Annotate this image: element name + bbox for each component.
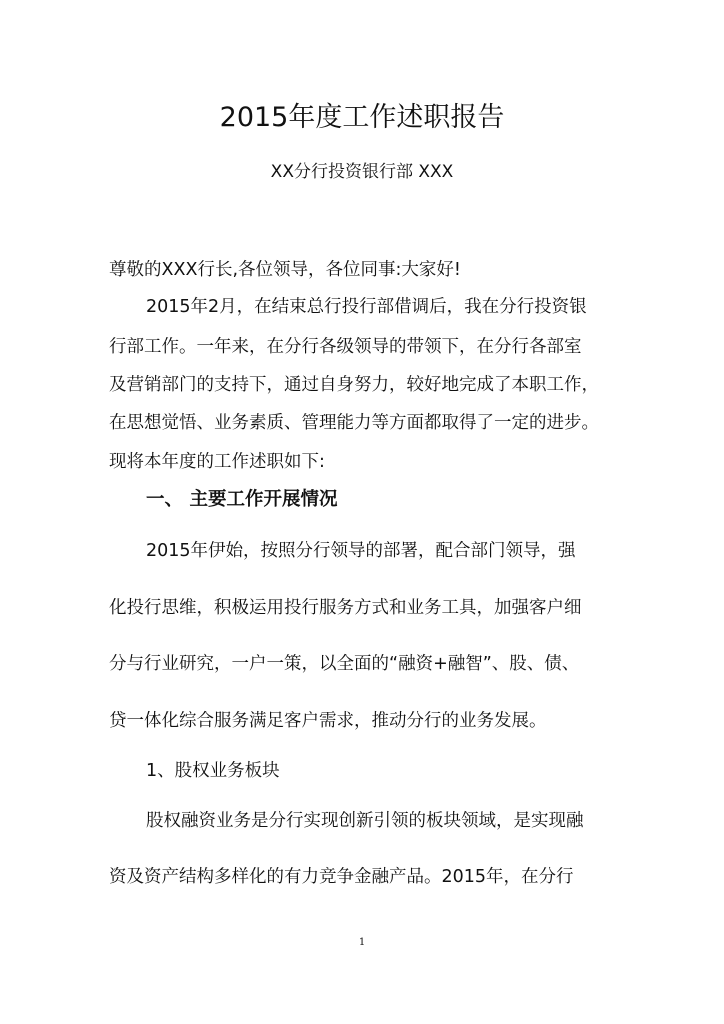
subsection-1-heading: 1、股权业务板块 xyxy=(146,761,280,781)
greeting: 尊敬的XXX行长,各位领导，各位同事:大家好! xyxy=(109,260,461,280)
subsection-1-line-1: 股权融资业务是分行实现创新引领的板块领域，是实现融 xyxy=(146,811,584,831)
subsection-1-line-2: 资及资产结构多样化的有力竞争金融产品。2015年，在分行 xyxy=(109,867,574,887)
intro-line-1: 2015年2月，在结束总行投行部借调后，我在分行投资银 xyxy=(146,297,587,317)
section-1-heading: 一、 主要工作开展情况 xyxy=(146,489,338,510)
intro-line-3: 及营销部门的支持下，通过自身努力，较好地完成了本职工作， xyxy=(109,375,599,395)
section-1-line-1: 2015年伊始，按照分行领导的部署，配合部门领导，强 xyxy=(146,541,576,561)
intro-line-2: 行部工作。一年来，在分行各级领导的带领下，在分行各部室 xyxy=(109,337,582,357)
intro-line-5: 现将本年度的工作述职如下: xyxy=(109,452,325,472)
intro-line-4: 在思想觉悟、业务素质、管理能力等方面都取得了一定的进步。 xyxy=(109,413,599,433)
section-1-line-4: 贷一体化综合服务满足客户需求，推动分行的业务发展。 xyxy=(109,711,547,731)
section-1-line-2: 化投行思维，积极运用投行服务方式和业务工具，加强客户细 xyxy=(109,598,582,618)
author-line: XX分行投资银行部 XXX xyxy=(270,162,454,182)
section-1-line-3: 分与行业研究，一户一策，以全面的“融资+融智”、股、债、 xyxy=(109,654,580,674)
page-number: 1 xyxy=(358,937,366,948)
document-title: 2015年度工作述职报告 xyxy=(219,102,505,133)
